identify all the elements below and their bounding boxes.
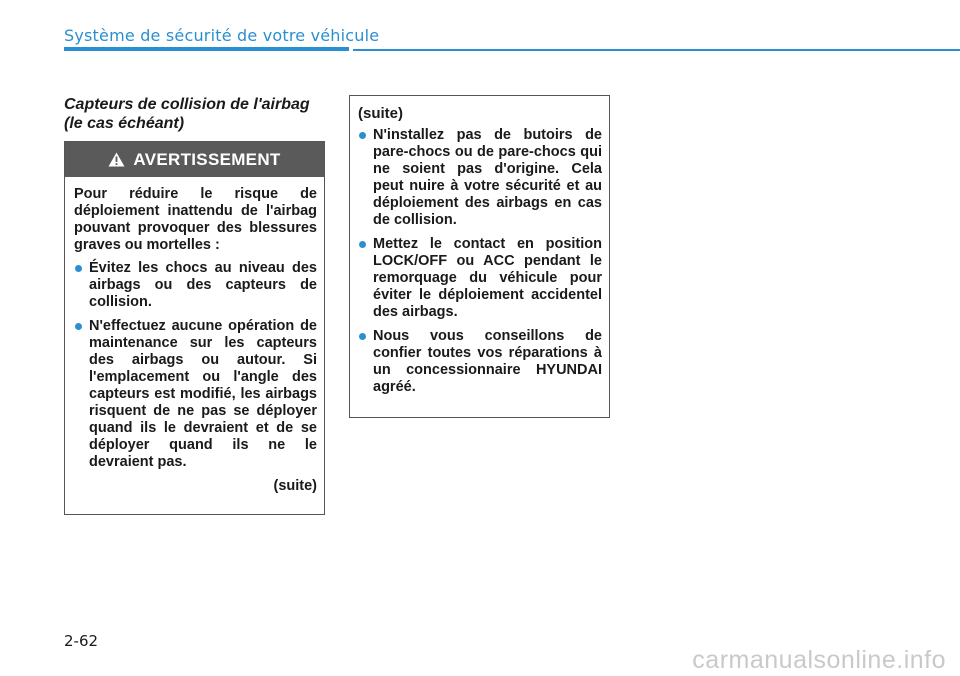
header-rule-thick <box>64 47 349 51</box>
warning-bullet-list <box>74 260 317 471</box>
continuation-box <box>349 95 610 418</box>
warning-intro: Pour réduire le risque de déploiement inattendu de l'airbag pouvant provoquer des blessures graves ou mortelles : <box>74 186 317 253</box>
warning-triangle-icon <box>108 152 125 167</box>
continuation-bullet-list <box>358 127 602 396</box>
warning-body <box>65 177 324 494</box>
bullet-dot-icon <box>75 323 82 330</box>
bullet-dot-icon <box>359 132 366 139</box>
section-title-line1: Capteurs de collision de l'airbag <box>64 96 310 113</box>
watermark: carmanualsonline.info <box>692 646 946 674</box>
section-title-line2: (le cas échéant) <box>64 115 185 132</box>
list-item: N'installez pas de butoirs de pare-chocs ou de pare-chocs qui ne soient pas d'origine. Cela peut nuire à votre sécurité et au déploiement des airbags en cas de collision. <box>358 127 602 229</box>
page-header-title: Système de sécurité de votre véhicule <box>64 26 380 45</box>
continued-label: (suite) <box>273 478 317 494</box>
section-title <box>64 95 334 133</box>
warning-header <box>65 142 324 177</box>
list-item: Évitez les chocs au niveau des airbags ou des capteurs de collision. <box>74 260 317 311</box>
list-item: Mettez le contact en position LOCK/OFF ou ACC pendant le remorquage du véhicule pour éviter le déploiement accidentel des airbags. <box>358 236 602 321</box>
warning-box <box>64 141 325 515</box>
bullet-dot-icon <box>359 333 366 340</box>
list-item: N'effectuez aucune opération de maintenance sur les capteurs des airbags ou autour. Si l'emplacement ou l'angle des capteurs est modifié, les airbags risquent de ne pas se déployer quand ils le devraient et de se déployer quand ils ne le devraient pas. <box>74 318 317 471</box>
bullet-dot-icon <box>75 265 82 272</box>
warning-label: AVERTISSEMENT <box>133 149 281 169</box>
page-number: 2-62 <box>64 632 99 650</box>
bullet-dot-icon <box>359 241 366 248</box>
list-item: Nous vous conseillons de confier toutes vos réparations à un concessionnaire HYUNDAI agréé. <box>358 328 602 396</box>
header-rule-thin <box>353 49 960 51</box>
continuation-title: (suite) <box>358 105 403 122</box>
